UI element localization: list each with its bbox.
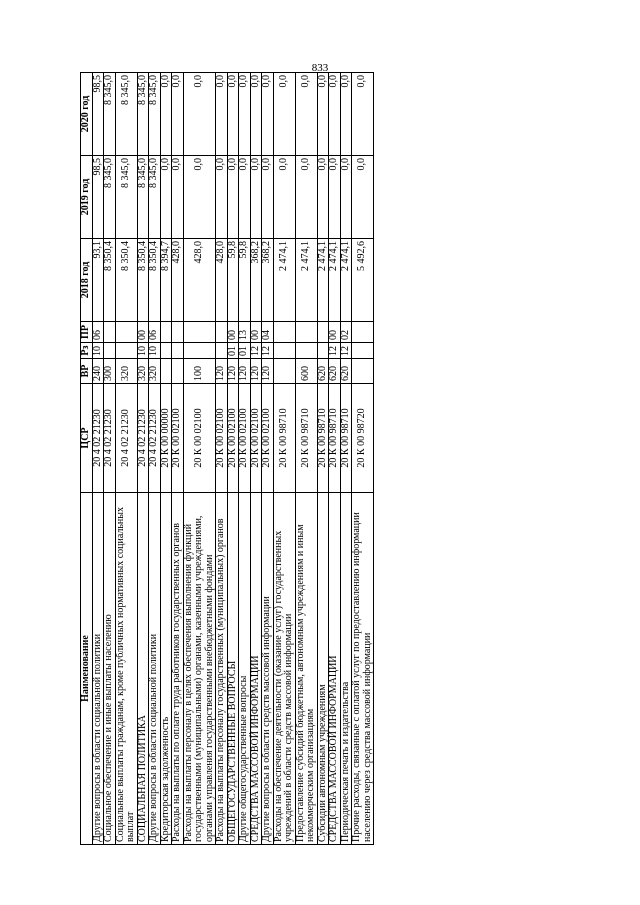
cell-csr: 20 К 00 02100 [227, 384, 239, 493]
cell-pr: 04 [262, 322, 274, 343]
cell-2020: 98,5 [92, 73, 104, 156]
cell-rz [273, 343, 295, 359]
cell-2019: 0,0 [329, 156, 341, 239]
cell-pr [295, 322, 317, 343]
cell-rz [115, 343, 137, 359]
cell-vr: 600 [295, 359, 317, 384]
cell-vr: 620 [317, 359, 329, 384]
cell-csr: 20 К 00 02100 [250, 384, 262, 493]
cell-2020: 0,0 [227, 73, 239, 156]
cell-rz [352, 343, 374, 359]
cell-vr: 620 [329, 359, 341, 384]
cell-pr [352, 322, 374, 343]
cell-pr: 00 [250, 322, 262, 343]
cell-vr: 120 [216, 359, 228, 384]
cell-name: Расходы на выплаты персоналу государственных (муниципальных) органов [216, 493, 228, 845]
table-row [104, 73, 116, 845]
cell-pr [172, 322, 184, 343]
cell-name: ОБЩЕГОСУДАРСТВЕННЫЕ ВОПРОСЫ [227, 493, 239, 845]
table-row [273, 73, 295, 845]
header-pr: ПР [81, 322, 93, 343]
cell-2019: 0,0 [227, 156, 239, 239]
cell-name: Социальное обеспечение и иные выплаты населению [104, 493, 116, 845]
cell-pr: 00 [227, 322, 239, 343]
cell-2019: 0,0 [262, 156, 274, 239]
cell-rz [160, 343, 172, 359]
cell-rz [317, 343, 329, 359]
cell-vr: 120 [239, 359, 251, 384]
table-row [115, 73, 137, 845]
cell-csr: 20 К 00 98710 [329, 384, 341, 493]
cell-vr: 300 [104, 359, 116, 384]
cell-vr [273, 359, 295, 384]
page-number: 833 [311, 62, 329, 74]
cell-pr [183, 322, 216, 343]
cell-vr: 240 [92, 359, 104, 384]
cell-csr: 20 К 00 98710 [340, 384, 352, 493]
cell-2018: 59,8 [239, 239, 251, 322]
cell-2018: 2 474,1 [340, 239, 352, 322]
cell-2019: 0,0 [172, 156, 184, 239]
cell-2019: 8 345,0 [115, 156, 137, 239]
table-row [216, 73, 228, 845]
header-rz: Рз [81, 343, 93, 359]
cell-rz: 12 [262, 343, 274, 359]
cell-csr: 20 К 00 00000 [160, 384, 172, 493]
cell-csr: 20 К 00 98710 [317, 384, 329, 493]
cell-vr: 620 [340, 359, 352, 384]
cell-vr: 120 [227, 359, 239, 384]
table-row [250, 73, 262, 845]
cell-rz: 12 [340, 343, 352, 359]
cell-name: Другие вопросы в области средств массовой информации [262, 493, 274, 845]
cell-pr [273, 322, 295, 343]
cell-csr: 20 К 00 02100 [216, 384, 228, 493]
table-row [352, 73, 374, 845]
cell-2018: 2 474,1 [273, 239, 295, 322]
table-row [262, 73, 274, 845]
cell-rz [183, 343, 216, 359]
cell-csr: 20 4 02 21230 [104, 384, 116, 493]
cell-vr [172, 359, 184, 384]
cell-name: Социальные выплаты гражданам, кроме публичных нормативных социальных выплат [115, 493, 137, 845]
cell-2019: 0,0 [216, 156, 228, 239]
cell-2020: 0,0 [160, 73, 172, 156]
cell-2020: 0,0 [250, 73, 262, 156]
cell-name: Другие вопросы в области социальной политики [149, 493, 161, 845]
cell-vr: 320 [149, 359, 161, 384]
cell-csr: 20 4 02 21230 [137, 384, 149, 493]
table-row [149, 73, 161, 845]
cell-rz [104, 343, 116, 359]
header-2020: 2020 год [81, 73, 93, 156]
cell-name: Расходы на выплаты персоналу в целях обеспечения выполнения функций государственными (муниципальными) органами, казенными учреждениями, органами управления государственными внебюджетными фондами [183, 493, 216, 845]
cell-2019: 98,5 [92, 156, 104, 239]
cell-rz: 10 [137, 343, 149, 359]
header-csr: ЦСР [81, 384, 93, 493]
table-row [340, 73, 352, 845]
table-row [160, 73, 172, 845]
cell-rz: 12 [250, 343, 262, 359]
cell-csr: 20 4 02 21230 [149, 384, 161, 493]
cell-name: СРЕДСТВА МАССОВОЙ ИНФОРМАЦИИ [329, 493, 341, 845]
cell-rz: 10 [92, 343, 104, 359]
cell-2020: 8 345,0 [137, 73, 149, 156]
cell-csr: 20 К 00 98720 [352, 384, 374, 493]
cell-csr: 20 К 00 02100 [262, 384, 274, 493]
header-2018: 2018 год [81, 239, 93, 322]
cell-pr: 06 [92, 322, 104, 343]
cell-rz: 01 [227, 343, 239, 359]
cell-name: Расходы на выплаты по оплате труда работников государственных органов [172, 493, 184, 845]
table-row [295, 73, 317, 845]
cell-csr: 20 К 00 02100 [172, 384, 184, 493]
cell-csr: 20 К 00 02100 [239, 384, 251, 493]
cell-pr: 13 [239, 322, 251, 343]
cell-2019: 8 345,0 [137, 156, 149, 239]
cell-2018: 2 474,1 [295, 239, 317, 322]
cell-pr [115, 322, 137, 343]
table-row [172, 73, 184, 845]
cell-name: Расходы на обеспечение деятельности (оказание услуг) государственных учреждений в области средств массовой информации [273, 493, 295, 845]
cell-vr [160, 359, 172, 384]
cell-pr [160, 322, 172, 343]
cell-2020: 8 345,0 [115, 73, 137, 156]
cell-2018: 8 350,4 [104, 239, 116, 322]
cell-2019: 8 345,0 [104, 156, 116, 239]
cell-csr: 20 К 00 98710 [273, 384, 295, 493]
cell-vr: 100 [183, 359, 216, 384]
cell-rz: 01 [239, 343, 251, 359]
cell-2019: 0,0 [295, 156, 317, 239]
cell-2020: 0,0 [340, 73, 352, 156]
cell-rz [172, 343, 184, 359]
cell-name: Другие вопросы в области социальной политики [92, 493, 104, 845]
budget-table [80, 72, 374, 845]
cell-name: Субсидии автономным учреждениям [317, 493, 329, 845]
cell-name: Предоставление субсидий бюджетным, автономным учреждениям и иным некоммерческим организациям [295, 493, 317, 845]
cell-2018: 8 350,4 [137, 239, 149, 322]
cell-2020: 0,0 [273, 73, 295, 156]
cell-2020: 0,0 [352, 73, 374, 156]
cell-2019: 0,0 [317, 156, 329, 239]
cell-2018: 8 350,4 [149, 239, 161, 322]
cell-2018: 368,2 [250, 239, 262, 322]
cell-2019: 0,0 [160, 156, 172, 239]
cell-vr: 320 [137, 359, 149, 384]
table-row [137, 73, 149, 845]
cell-rz [295, 343, 317, 359]
cell-2020: 0,0 [295, 73, 317, 156]
cell-pr: 00 [329, 322, 341, 343]
cell-pr [216, 322, 228, 343]
cell-pr: 02 [340, 322, 352, 343]
cell-name: Кредиторская задолженность [160, 493, 172, 845]
cell-name: СРЕДСТВА МАССОВОЙ ИНФОРМАЦИИ [250, 493, 262, 845]
cell-csr: 20 4 02 21230 [115, 384, 137, 493]
cell-rz: 10 [149, 343, 161, 359]
cell-2018: 93,1 [92, 239, 104, 322]
table-body [92, 73, 374, 845]
cell-rz [216, 343, 228, 359]
cell-vr [352, 359, 374, 384]
table-row [183, 73, 216, 845]
cell-2020: 0,0 [183, 73, 216, 156]
table-row [329, 73, 341, 845]
cell-vr: 320 [115, 359, 137, 384]
cell-2020: 0,0 [239, 73, 251, 156]
cell-name: Другие общегосударственные вопросы [239, 493, 251, 845]
cell-pr [104, 322, 116, 343]
table-row [92, 73, 104, 845]
cell-csr: 20 К 00 98710 [295, 384, 317, 493]
cell-2018: 2 474,1 [317, 239, 329, 322]
cell-name: СОЦИАЛЬНАЯ ПОЛИТИКА [137, 493, 149, 845]
cell-name: Прочие расходы, связанные с оплатой услуг по предоставлению информации населению через средства массовой информации [352, 493, 374, 845]
cell-2019: 0,0 [250, 156, 262, 239]
cell-2018: 428,0 [216, 239, 228, 322]
table-header-row [81, 73, 93, 845]
cell-2018: 368,2 [262, 239, 274, 322]
header-vr: ВР [81, 359, 93, 384]
cell-2019: 0,0 [183, 156, 216, 239]
table-row [239, 73, 251, 845]
header-2019: 2019 год [81, 156, 93, 239]
cell-2018: 428,0 [183, 239, 216, 322]
cell-2020: 0,0 [329, 73, 341, 156]
cell-rz: 12 [329, 343, 341, 359]
cell-pr: 06 [149, 322, 161, 343]
cell-2020: 8 345,0 [149, 73, 161, 156]
cell-csr: 20 4 02 21230 [92, 384, 104, 493]
cell-2019: 0,0 [340, 156, 352, 239]
cell-vr: 120 [262, 359, 274, 384]
cell-2019: 8 345,0 [149, 156, 161, 239]
cell-2018: 428,0 [172, 239, 184, 322]
header-name: Наименование [81, 493, 93, 845]
cell-2019: 0,0 [239, 156, 251, 239]
cell-2020: 0,0 [262, 73, 274, 156]
cell-pr: 00 [137, 322, 149, 343]
cell-2019: 0,0 [273, 156, 295, 239]
cell-2020: 0,0 [216, 73, 228, 156]
cell-2018: 5 492,6 [352, 239, 374, 322]
cell-2019: 0,0 [352, 156, 374, 239]
table-row [317, 73, 329, 845]
cell-2018: 2 474,1 [329, 239, 341, 322]
table-row [227, 73, 239, 845]
cell-vr: 120 [250, 359, 262, 384]
cell-2020: 0,0 [172, 73, 184, 156]
cell-name: Периодическая печать и издательства [340, 493, 352, 845]
cell-2018: 8 350,4 [115, 239, 137, 322]
cell-2020: 0,0 [317, 73, 329, 156]
cell-2018: 8 394,7 [160, 239, 172, 322]
cell-2020: 8 345,0 [104, 73, 116, 156]
cell-csr: 20 К 00 02100 [183, 384, 216, 493]
cell-pr [317, 322, 329, 343]
cell-2018: 59,8 [227, 239, 239, 322]
